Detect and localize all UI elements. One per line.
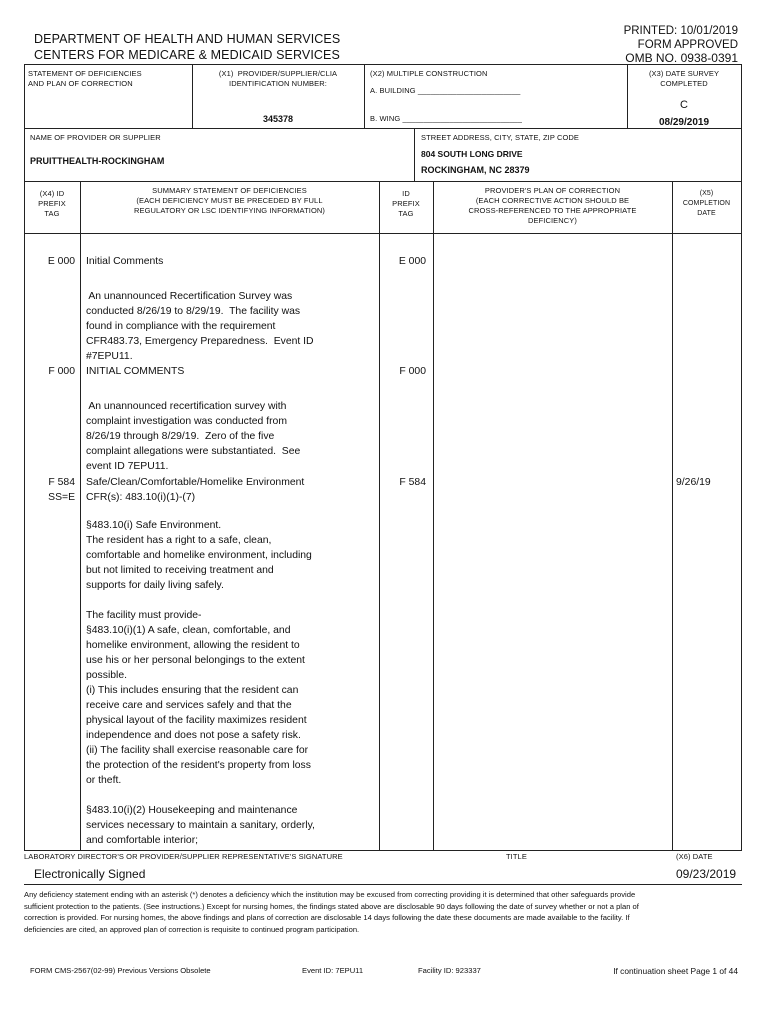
divider-line: [414, 128, 415, 181]
survey-completed-date: 08/29/2019: [658, 117, 710, 128]
address-label: STREET ADDRESS, CITY, STATE, ZIP CODE: [421, 133, 580, 142]
divider-line: [433, 181, 434, 850]
x1-label: (X1) PROVIDER/SUPPLIER/CLIA IDENTIFICATION NUMBER:: [218, 69, 338, 88]
signature-value: Electronically Signed: [34, 867, 146, 881]
form-status-block: [624, 25, 738, 66]
e000-title: Initial Comments: [86, 256, 164, 267]
tag-e000: E 000: [47, 256, 75, 267]
form-approved: FORM APPROVED: [637, 38, 738, 51]
event-id: Event ID: 7EPU11: [302, 966, 364, 975]
provider-name-label: NAME OF PROVIDER OR SUPPLIER: [30, 133, 161, 142]
provider-name: PRUITTHEALTH-ROCKINGHAM: [30, 156, 165, 166]
page-indicator: If continuation sheet Page 1 of 44: [613, 966, 738, 976]
survey-type-code: C: [680, 99, 688, 111]
divider-line: [24, 181, 742, 182]
omb-number: OMB NO. 0938-0391: [625, 51, 738, 65]
street-address: 804 SOUTH LONG DRIVE: [421, 149, 523, 159]
divider-line: [379, 181, 380, 850]
right-tag-f000: F 000: [399, 366, 426, 377]
provider-id-number: 345378: [262, 114, 294, 124]
divider-line: [80, 181, 81, 850]
department-name: DEPARTMENT OF HEALTH AND HUMAN SERVICES: [34, 32, 341, 46]
col-header-id: ID PREFIX TAG: [392, 189, 420, 218]
city-state-zip: ROCKINGHAM, NC 28379: [421, 165, 530, 175]
signature-date-label: (X6) DATE: [676, 852, 713, 861]
f584-title: Safe/Clean/Comfortable/Homelike Environment CFR(s): 483.10(i)(1)-(7): [86, 477, 305, 503]
f584-description: §483.10(i) Safe Environment. The resident has a right to a safe, clean, comfortable and homelike environment, including but not limited to receiving treatment and supports for daily living safely. The facility must provide- §483.10(i)(1) A safe, clean, comfortable, and homelike environment, allowing the resident to use his or her personal belongings to the extent possible. (i) This includes ensuring that the resident can receive care and services safely and that the physical layout of the facility maximizes resident independence and does not pose a safety risk. (ii) The facility shall exercise reasonable care for the protection of the resident's property from loss or theft. §483.10(i)(2) Housekeeping and maintenance services necessary to maintain a sanitary, orderly, and comfortable interior;: [86, 520, 315, 846]
col-header-summary: SUMMARY STATEMENT OF DEFICIENCIES (EACH DEFICIENCY MUST BE PRECEDED BY FULL REGULATORY OR LSC IDENTIFYING INFORMATION): [133, 186, 326, 215]
disclosure-footnote: Any deficiency statement ending with an asterisk (*) denotes a deficiency which the institution may be excused from correcting providing it is determined that other safeguards provide sufficient protection to the patients. (See instructions.) Except for nursing homes, the findings stated above are disclosable 90 days following the date of survey whether or not a plan of correction is provided. For nursing homes, the above findings and plans of correction are disclosable 14 days following the date these documents are made available to the facility. If deficiencies are cited, an approved plan of correction is requisite to continued program participation.: [24, 890, 639, 934]
form-id: FORM CMS-2567(02-99) Previous Versions Obsolete: [30, 966, 211, 975]
title-label: TITLE: [506, 852, 527, 861]
col-header-plan: PROVIDER'S PLAN OF CORRECTION (EACH CORRECTIVE ACTION SHOULD BE CROSS-REFERENCED TO THE APPROPRIATE DEFICIENCY): [468, 186, 637, 225]
col-header-x5: (X5) COMPLETION DATE: [682, 190, 731, 217]
divider-line: [672, 181, 673, 850]
tag-f584: F 584: [48, 477, 75, 488]
f584-completion-date: 9/26/19: [676, 477, 711, 488]
f000-description: An unannounced recertification survey with complaint investigation was conducted from 8/26/19 through 8/29/19. Zero of the five complaint allegations were substantiated. See event ID 7EPU11.: [86, 401, 301, 472]
building-label: A. BUILDING ________________________: [370, 86, 521, 95]
x2-label: (X2) MULTIPLE CONSTRUCTION: [370, 69, 488, 78]
agency-header: [34, 31, 340, 63]
centers-name: CENTERS FOR MEDICARE & MEDICAID SERVICES: [34, 48, 340, 62]
frame-left-border: [24, 64, 25, 850]
f000-title: INITIAL COMMENTS: [86, 366, 185, 377]
scope-severity: SS=E: [48, 492, 75, 503]
x3-label: (X3) DATE SURVEY COMPLETED: [648, 69, 720, 88]
printed-date: PRINTED: 10/01/2019: [623, 25, 738, 37]
col-header-x4: (X4) ID PREFIX TAG: [38, 189, 66, 218]
divider-line: [364, 64, 365, 128]
divider-line: [24, 233, 742, 234]
right-tag-f584: F 584: [399, 477, 426, 488]
signature-label: LABORATORY DIRECTOR'S OR PROVIDER/SUPPLIER REPRESENTATIVE'S SIGNATURE: [24, 852, 343, 861]
wing-label: B. WING ____________________________: [370, 114, 523, 123]
divider-line: [24, 850, 742, 851]
right-tag-e000: E 000: [398, 256, 426, 267]
signature-date: 09/23/2019: [676, 867, 737, 881]
statement-label: STATEMENT OF DEFICIENCIES AND PLAN OF CORRECTION: [28, 69, 142, 88]
e000-description: An unannounced Recertification Survey was conducted 8/26/19 to 8/29/19. The facility was found in compliance with the requirement CFR483.73, Emergency Preparedness. Event ID #7EPU11.: [86, 291, 314, 362]
frame-top-border: [24, 64, 742, 65]
divider-line: [24, 884, 742, 885]
facility-id: Facility ID: 923337: [418, 966, 481, 975]
frame-right-border: [741, 64, 742, 850]
divider-line: [24, 128, 742, 129]
tag-f000: F 000: [48, 366, 75, 377]
